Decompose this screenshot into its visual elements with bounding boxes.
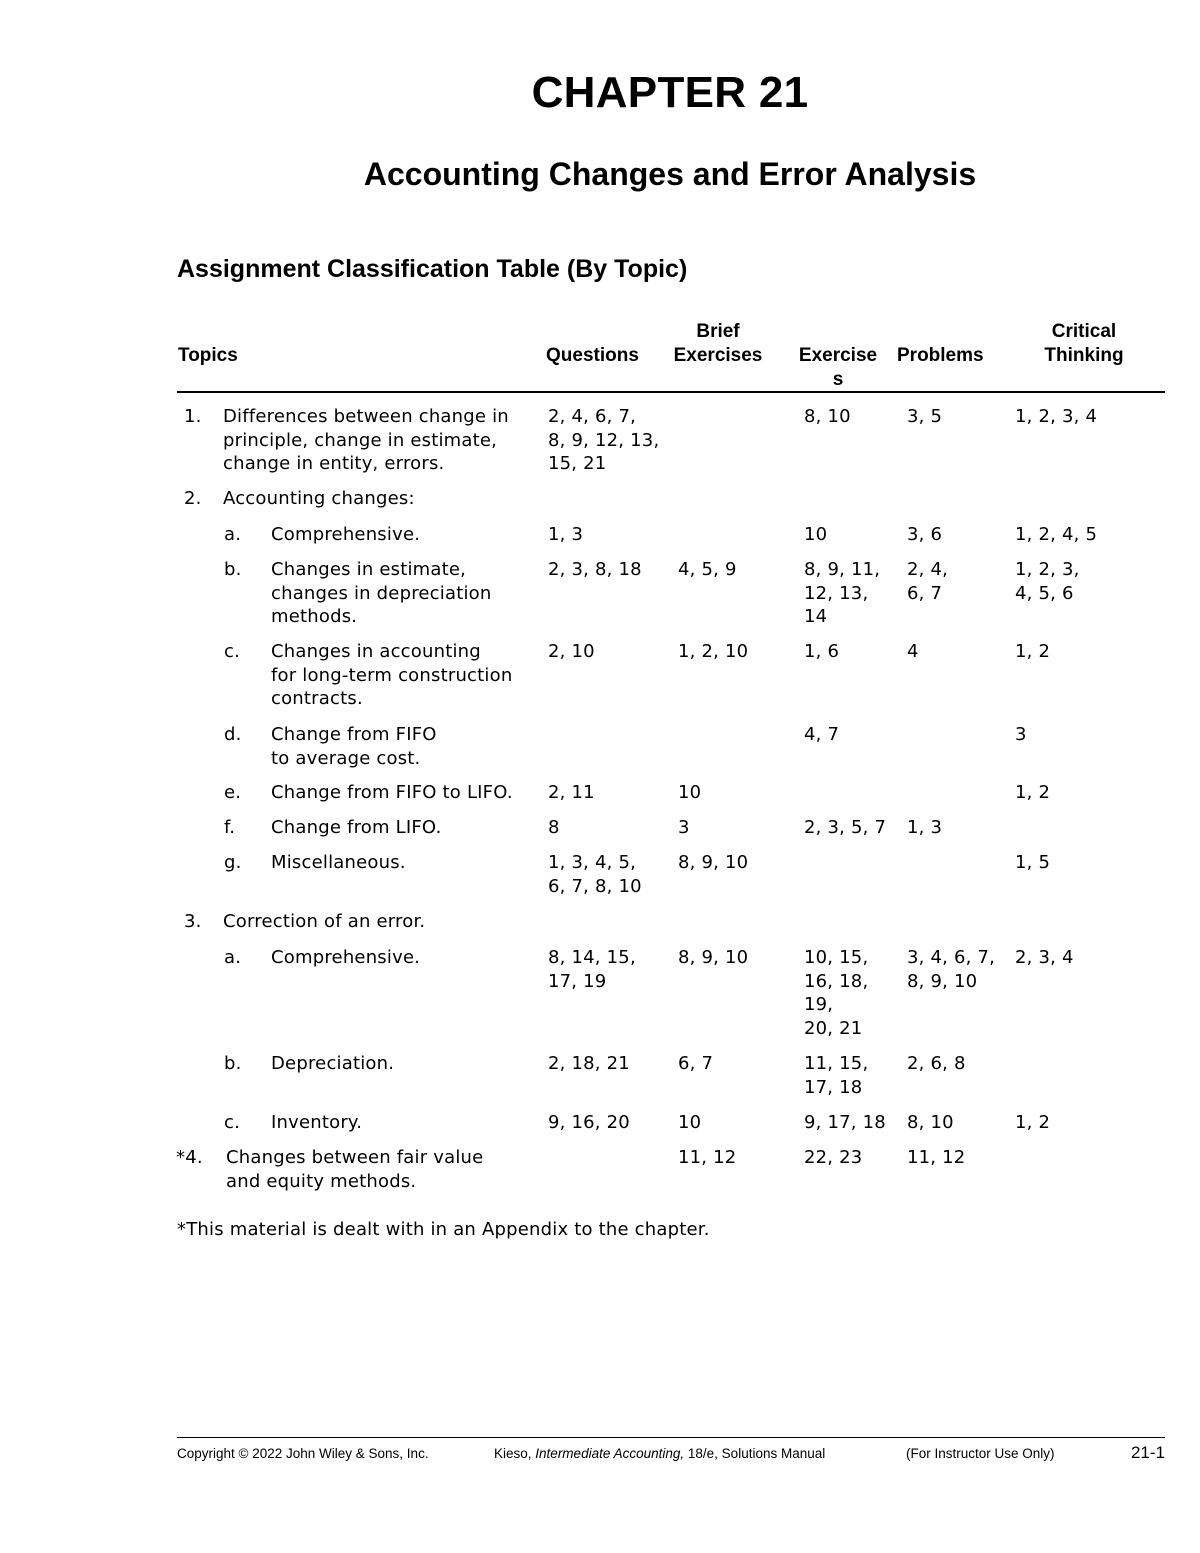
topic-cell: Changes in accounting for long-term construction contracts. xyxy=(271,641,513,709)
problems-cell: 3, 4, 6, 7, 8, 9, 10 xyxy=(907,947,996,992)
topic-cell: Correction of an error. xyxy=(223,911,426,932)
exercises-cell: 10, 15, 16, 18, 19, 20, 21 xyxy=(804,947,869,1039)
topic-cell: Accounting changes: xyxy=(223,488,415,509)
exercises-cell: 22, 23 xyxy=(804,1147,863,1168)
footer-copyright: Copyright © 2022 John Wiley & Sons, Inc. xyxy=(177,1446,429,1461)
row-sub-letter: c. xyxy=(224,1112,241,1133)
exercises-cell: 8, 10 xyxy=(804,406,851,427)
row-number: 3. xyxy=(184,911,202,932)
topic-cell: Comprehensive. xyxy=(271,524,421,545)
exercises-cell: 4, 7 xyxy=(804,724,840,745)
problems-cell: 4 xyxy=(907,641,919,662)
footer-author: Kieso, xyxy=(494,1446,532,1461)
column-header-topics: Topics xyxy=(178,345,238,366)
footer-book-title: Intermediate Accounting, xyxy=(535,1446,685,1461)
brief-exercises-cell: 4, 5, 9 xyxy=(678,559,737,580)
column-header-critical-thinking xyxy=(1030,320,1138,368)
critical-thinking-cell: 1, 5 xyxy=(1015,852,1051,873)
topic-cell: Changes in estimate, changes in depreciation methods. xyxy=(271,559,492,627)
exercises-cell: 10 xyxy=(804,524,828,545)
footer-usage: (For Instructor Use Only) xyxy=(906,1446,1055,1461)
topic-cell: Change from FIFO to average cost. xyxy=(271,724,437,769)
column-header-exercises-line1: Exercise xyxy=(798,345,878,366)
row-number: 2. xyxy=(184,488,202,509)
brief-exercises-cell: 6, 7 xyxy=(678,1053,714,1074)
critical-thinking-cell: 1, 2, 3, 4 xyxy=(1015,406,1098,427)
questions-cell: 8 xyxy=(548,817,560,838)
chapter-subtitle: Accounting Changes and Error Analysis xyxy=(363,156,977,192)
column-header-exercises-line2: s xyxy=(832,369,844,390)
row-sub-letter: a. xyxy=(224,947,242,968)
brief-exercises-cell: 8, 9, 10 xyxy=(678,947,749,968)
critical-thinking-cell: 1, 2, 4, 5 xyxy=(1015,524,1098,545)
exercises-cell: 8, 9, 11, 12, 13, 14 xyxy=(804,559,881,627)
row-number: 1. xyxy=(184,406,202,427)
brief-exercises-cell: 1, 2, 10 xyxy=(678,641,749,662)
page-number: 21-1 xyxy=(1130,1443,1165,1462)
exercises-cell: 1, 6 xyxy=(804,641,840,662)
column-header-brief xyxy=(660,320,776,368)
brief-exercises-cell: 11, 12 xyxy=(678,1147,737,1168)
critical-thinking-cell: 1, 2 xyxy=(1015,641,1051,662)
problems-cell: 2, 4, 6, 7 xyxy=(907,559,949,604)
footer-edition: 18/e, Solutions Manual xyxy=(687,1446,826,1461)
column-header-brief-line1: Brief xyxy=(696,321,740,342)
chapter-title: CHAPTER 21 xyxy=(531,68,809,117)
column-header-questions: Questions xyxy=(546,345,639,366)
column-header-critical-line2: Thinking xyxy=(1044,345,1124,366)
critical-thinking-cell: 1, 2, 3, 4, 5, 6 xyxy=(1015,559,1080,604)
problems-cell: 3, 6 xyxy=(907,524,943,545)
row-number: *4. xyxy=(176,1147,203,1168)
row-sub-letter: b. xyxy=(224,1053,242,1074)
exercises-cell: 2, 3, 5, 7 xyxy=(804,817,887,838)
row-sub-letter: g. xyxy=(224,852,242,873)
exercises-cell: 9, 17, 18 xyxy=(804,1112,886,1133)
critical-thinking-cell: 1, 2 xyxy=(1015,1112,1051,1133)
questions-cell: 2, 3, 8, 18 xyxy=(548,559,642,580)
table-header xyxy=(0,320,1200,394)
problems-cell: 3, 5 xyxy=(907,406,943,427)
topic-cell: Changes between fair value and equity methods. xyxy=(226,1147,484,1192)
header-divider xyxy=(177,391,1165,393)
questions-cell: 9, 16, 20 xyxy=(548,1112,630,1133)
brief-exercises-cell: 10 xyxy=(678,1112,702,1133)
topic-cell: Comprehensive. xyxy=(271,947,421,968)
questions-cell: 2, 4, 6, 7, 8, 9, 12, 13, 15, 21 xyxy=(548,406,660,474)
column-header-brief-line2: Exercises xyxy=(673,345,763,366)
brief-exercises-cell: 3 xyxy=(678,817,690,838)
page-footer xyxy=(177,1443,1165,1466)
topic-cell: Change from FIFO to LIFO. xyxy=(271,782,513,803)
row-sub-letter: f. xyxy=(224,817,236,838)
brief-exercises-cell: 10 xyxy=(678,782,702,803)
critical-thinking-cell: 1, 2 xyxy=(1015,782,1051,803)
topic-cell: Differences between change in principle, change in estimate, change in entity, errors. xyxy=(223,406,509,474)
questions-cell: 2, 18, 21 xyxy=(548,1053,630,1074)
brief-exercises-cell: 8, 9, 10 xyxy=(678,852,749,873)
questions-cell: 1, 3, 4, 5, 6, 7, 8, 10 xyxy=(548,852,642,897)
problems-cell: 8, 10 xyxy=(907,1112,954,1133)
footer-citation xyxy=(494,1446,825,1461)
topic-cell: Miscellaneous. xyxy=(271,852,406,873)
problems-cell: 2, 6, 8 xyxy=(907,1053,966,1074)
topic-cell: Change from LIFO. xyxy=(271,817,442,838)
column-header-critical-line1: Critical xyxy=(1051,321,1117,342)
row-sub-letter: c. xyxy=(224,641,241,662)
appendix-footnote: *This material is dealt with in an Appendix to the chapter. xyxy=(177,1219,710,1240)
section-title: Assignment Classification Table (By Topic) xyxy=(177,255,688,283)
questions-cell: 2, 11 xyxy=(548,782,595,803)
row-sub-letter: b. xyxy=(224,559,242,580)
questions-cell: 2, 10 xyxy=(548,641,595,662)
problems-cell: 1, 3 xyxy=(907,817,943,838)
questions-cell: 8, 14, 15, 17, 19 xyxy=(548,947,636,992)
topic-cell: Depreciation. xyxy=(271,1053,395,1074)
row-sub-letter: e. xyxy=(224,782,242,803)
topic-cell: Inventory. xyxy=(271,1112,363,1133)
critical-thinking-cell: 2, 3, 4 xyxy=(1015,947,1074,968)
exercises-cell: 11, 15, 17, 18 xyxy=(804,1053,869,1098)
row-sub-letter: d. xyxy=(224,724,242,745)
column-header-problems: Problems xyxy=(897,345,984,366)
column-header-exercises xyxy=(790,344,886,392)
problems-cell: 11, 12 xyxy=(907,1147,966,1168)
footer-divider xyxy=(177,1437,1165,1438)
row-sub-letter: a. xyxy=(224,524,242,545)
critical-thinking-cell: 3 xyxy=(1015,724,1027,745)
questions-cell: 1, 3 xyxy=(548,524,584,545)
